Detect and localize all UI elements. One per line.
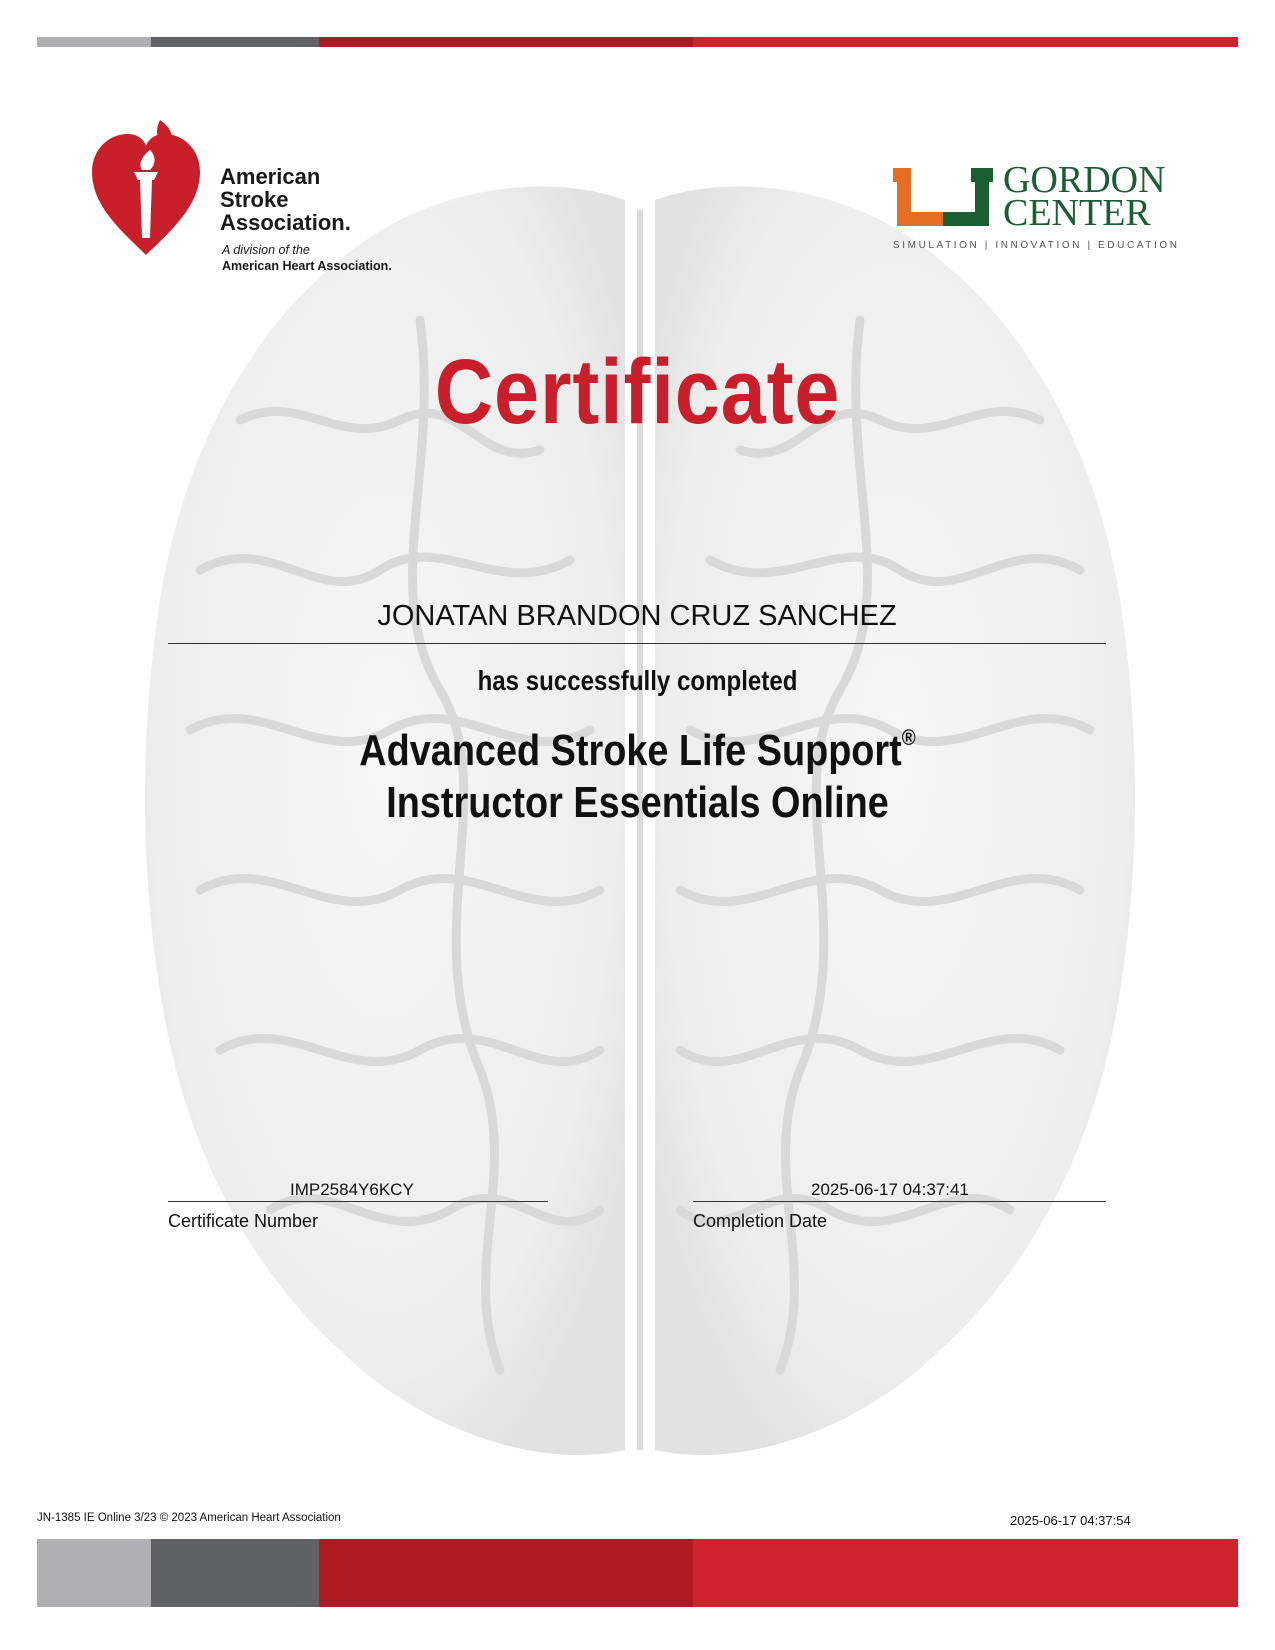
asa-subtitle xyxy=(222,242,392,274)
gordon-tagline: SIMULATION | INNOVATION | EDUCATION xyxy=(893,240,1180,251)
completion-date-label: Completion Date xyxy=(693,1211,828,1231)
heart-torch-icon xyxy=(90,110,202,260)
stripe-red xyxy=(693,1539,1238,1607)
asa-division-text: A division of the xyxy=(222,243,310,257)
certificate-number-line xyxy=(168,1201,548,1202)
gordon-center-logo xyxy=(893,160,1193,255)
footer-timestamp: 2025-06-17 04:37:54 xyxy=(1010,1513,1131,1528)
bottom-color-stripe xyxy=(37,1539,1238,1607)
course-title-line-2: Instructor Essentials Online xyxy=(386,778,889,827)
completion-statement: has successfully completed xyxy=(477,665,798,696)
recipient-name: JONATAN BRANDON CRUZ SANCHEZ xyxy=(377,600,897,632)
asa-line-3: Association. xyxy=(220,210,351,235)
certificate-number-value: IMP2584Y6KCY xyxy=(290,1180,414,1199)
stripe-gray-light xyxy=(37,37,151,47)
stripe-gray-light xyxy=(37,1539,151,1607)
completion-date-line xyxy=(693,1201,1106,1202)
top-color-stripe xyxy=(37,37,1238,47)
asa-wordmark xyxy=(220,166,351,235)
course-title xyxy=(89,712,1186,829)
u-logo-icon xyxy=(893,168,993,228)
asa-line-2: Stroke xyxy=(220,187,289,212)
gordon-line-2: CENTER xyxy=(1003,192,1151,234)
stripe-gray-dark xyxy=(151,37,319,47)
certificate-number-label: Certificate Number xyxy=(168,1211,319,1231)
footer-copyright: JN-1385 IE Online 3/23 © 2023 American Heart Association xyxy=(37,1512,341,1524)
certificate-title: Certificate xyxy=(434,341,841,443)
stripe-red-dark xyxy=(319,1539,693,1607)
completion-date-value: 2025-06-17 04:37:41 xyxy=(811,1180,969,1199)
course-name-part-1: Advanced Stroke Life Support xyxy=(359,726,902,775)
stripe-red xyxy=(693,37,1238,47)
stripe-red-dark xyxy=(319,37,693,47)
registered-mark: ® xyxy=(901,725,916,750)
asa-parent-text: American Heart Association. xyxy=(222,259,392,273)
gordon-wordmark xyxy=(1003,159,1166,234)
stripe-gray-dark xyxy=(151,1539,319,1607)
american-stroke-association-logo xyxy=(90,110,410,280)
course-title-line-1 xyxy=(89,712,1186,777)
asa-line-1: American xyxy=(220,164,321,189)
recipient-underline xyxy=(168,643,1106,644)
gordon-line-1: GORDON xyxy=(1003,159,1166,201)
